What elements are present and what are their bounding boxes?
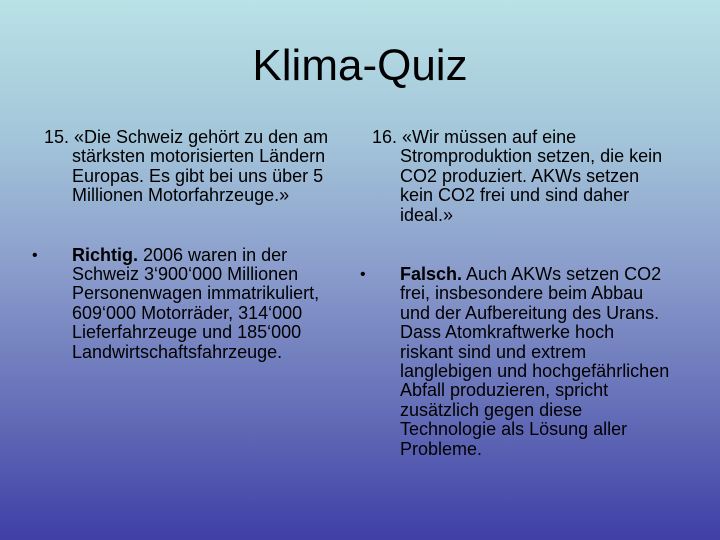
bullet-icon: •: [32, 246, 38, 264]
verdict-label: Richtig.: [72, 244, 138, 265]
verdict-label: Falsch.: [400, 264, 463, 285]
answer-15: [32, 244, 349, 362]
right-column: [360, 127, 672, 459]
answer-text: Auch AKWs setzen CO2 frei, insbesondere beim Abbau und der Aufbereitung des Urans. Dass Atomkraftwerke hoch riskant sind und extrem langlebigen und hochgefährlichen Abfall produzieren, spricht zusätzlich gegen diese Technologie als Lösung aller Probleme.: [400, 264, 670, 459]
left-column: [32, 127, 349, 362]
answer-text: 2006 waren in der Schweiz 3‘900‘000 Millionen Personenwagen immatrikuliert, 609‘000 Motorräder, 314‘000 Lieferfahrzeuge und 185‘000 Landwirtschaftsfahrzeuge.: [72, 244, 320, 362]
question-16: 16. «Wir müssen auf eine Stromproduktion setzen, die kein CO2 produziert. AKWs setzen kein CO2 frei und sind daher ideal.»: [372, 127, 663, 225]
bullet-icon: •: [360, 266, 366, 284]
slide-title: Klima-Quiz: [252, 41, 468, 90]
answer-16: [360, 264, 672, 459]
question-15: 15. «Die Schweiz gehört zu den am stärksten motorisierten Ländern Europas. Es gibt bei uns über 5 Millionen Motorfahrzeuge.»: [44, 127, 329, 206]
